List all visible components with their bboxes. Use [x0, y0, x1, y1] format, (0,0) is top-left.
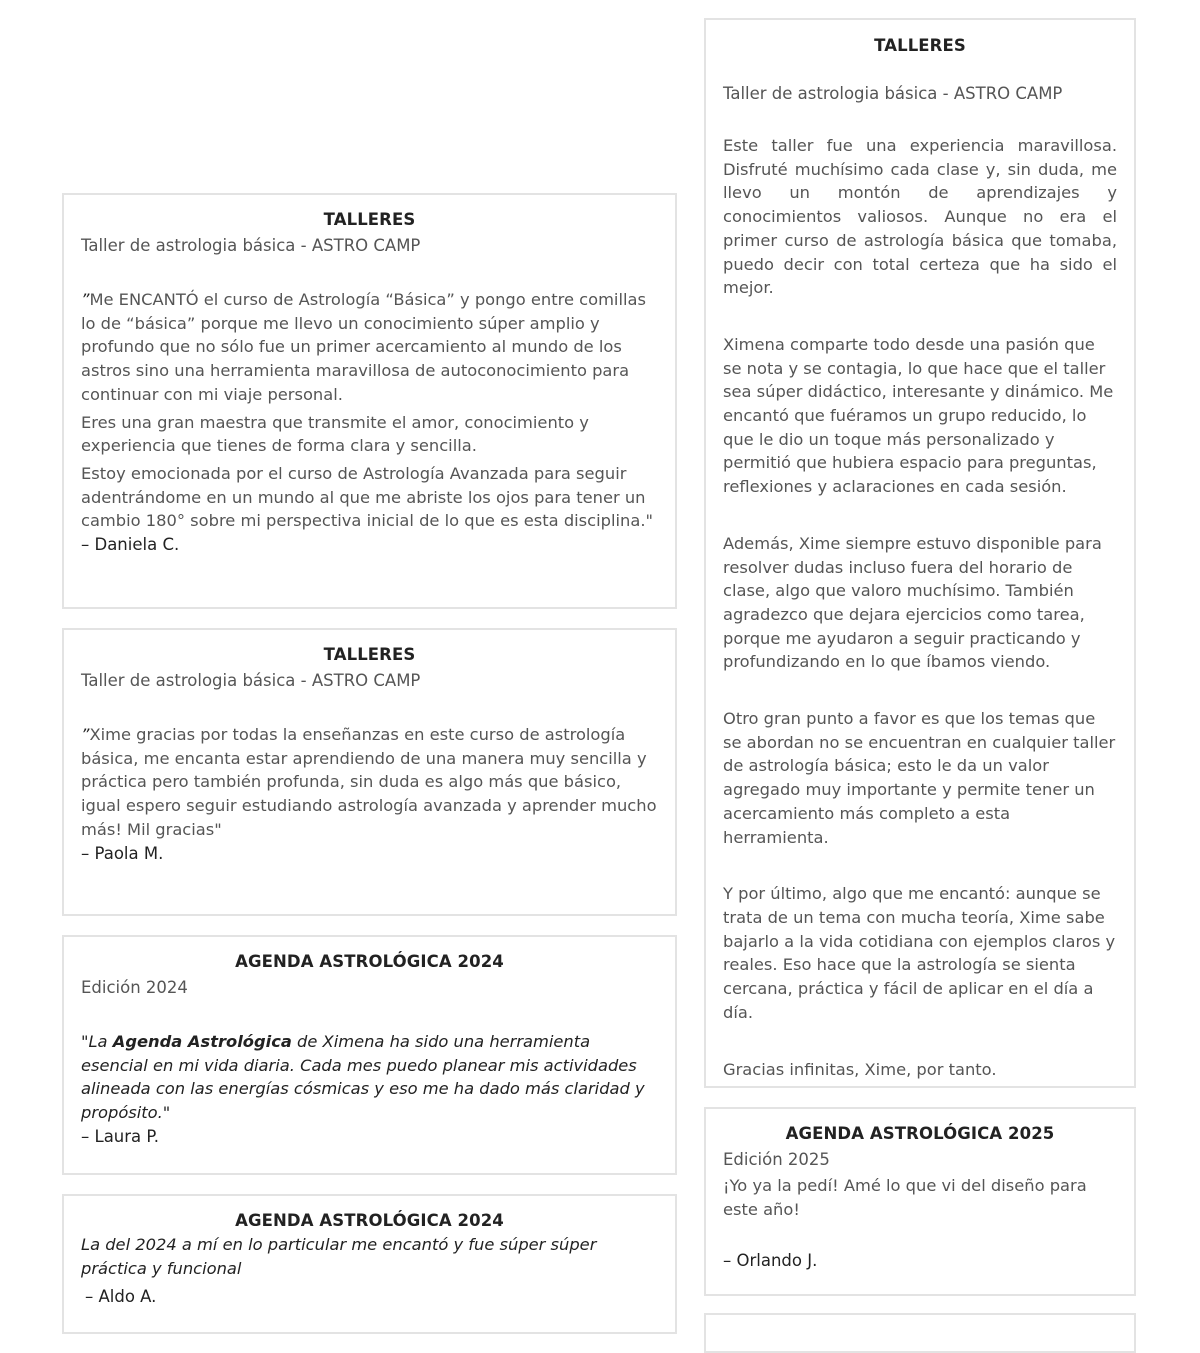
- testimonial-card-paola: [62, 628, 677, 916]
- open-quote: ”: [81, 725, 90, 744]
- testimonial-paragraph: Gracias infinitas, Xime, por tanto.: [723, 1059, 997, 1079]
- testimonial-author: – Daniela C.: [81, 535, 180, 555]
- testimonial-card-daniela: [62, 193, 677, 609]
- testimonial-paragraph: [81, 288, 658, 407]
- quote-bold: Agenda Astrológica: [112, 1032, 292, 1051]
- card-title: AGENDA ASTROLÓGICA 2024: [235, 952, 504, 971]
- testimonial-paragraph: [81, 723, 658, 842]
- testimonial-card-aldo: [62, 1194, 677, 1334]
- open-quote: ”: [81, 290, 90, 309]
- card-title: TALLERES: [323, 645, 416, 664]
- card-subtitle: Edición 2025: [723, 1150, 830, 1169]
- card-subtitle: Edición 2024: [81, 978, 188, 997]
- card-title: TALLERES: [874, 36, 966, 55]
- testimonial-card-laura: [62, 935, 677, 1175]
- testimonial-paragraph: Estoy emocionada por el curso de Astrología Avanzada para seguir adentrándome en un mundo al que me abriste los ojos para tener un cambio 180° sobre mi perspectiva inicial de lo que es esta disciplina.": [81, 463, 653, 531]
- testimonial-author: – Orlando J.: [723, 1251, 818, 1271]
- testimonial-paragraph: Otro gran punto a favor es que los temas que se abordan no se encuentran en cualquier taller de astrología básica; esto le da un valor agregado muy importante y permite tener un acercamiento más completo a esta herramienta.: [723, 709, 1116, 847]
- testimonial-author: – Laura P.: [81, 1126, 160, 1146]
- card-title: AGENDA ASTROLÓGICA 2024: [235, 1211, 504, 1230]
- testimonial-paragraph: [81, 1030, 658, 1125]
- testimonial-paragraph: Eres una gran maestra que transmite el amor, conocimiento y experiencia que tienes de forma clara y sencilla.: [81, 412, 589, 456]
- quote-rest: de Ximena ha sido una herramienta esencial en mi vida diaria. Cada mes puedo planear mis actividades alineada con las energías cósmicas y eso me ha dado más claridad y propósito.": [81, 1032, 645, 1123]
- testimonial-text: Xime gracias por todas la enseñanzas en este curso de astrología básica, me encanta estar aprendiendo de una manera muy sencilla y práctica pero también profunda, sin duda es algo más que básico, igual espero seguir estudiando astrología avanzada y aprender mucho más! Mil gracias": [81, 725, 657, 839]
- testimonial-paragraph: Además, Xime siempre estuvo disponible para resolver dudas incluso fuera del horario de clase, algo que valoro muchísimo. También agradezco que dejara ejercicios como tarea, porque me ayudaron a seguir practicando y profundizando en lo que íbamos viendo.: [723, 533, 1102, 672]
- testimonial-card-marina: [704, 18, 1136, 1088]
- testimonial-card-orlando: [704, 1107, 1136, 1296]
- testimonial-author: – Aldo A.: [85, 1287, 157, 1307]
- testimonial-author: – Paola M.: [81, 843, 164, 863]
- testimonial-card-partial: [704, 1313, 1136, 1353]
- testimonial-paragraph: Este taller fue una experiencia maravillosa. Disfruté muchísimo cada clase y, sin duda, me llevo un montón de aprendizajes y conocimientos valiosos. Aunque no era el primer curso de astrología básica que tomaba, puedo decir con total certeza que ha sido el mejor.: [723, 136, 1117, 298]
- testimonial-paragraph: La del 2024 a mí en lo particular me encantó y fue súper súper práctica y funcional: [81, 1235, 597, 1278]
- testimonial-text: Me ENCANTÓ el curso de Astrología “Básica” y pongo entre comillas lo de “básica” porque me llevo un conocimiento súper amplio y profundo que no sólo fue un primer acercamiento al mundo de los astros sino una herramienta maravillosa de autoconocimiento para continuar con mi viaje personal.: [81, 290, 646, 404]
- quote-start: "La: [81, 1032, 113, 1051]
- card-subtitle: Taller de astrologia básica - ASTRO CAMP: [723, 84, 1063, 103]
- testimonial-paragraph: Ximena comparte todo desde una pasión que se nota y se contagia, lo que hace que el taller sea súper didáctico, interesante y dinámico. Me encantó que fuéramos un grupo reducido, lo que le dio un toque más personalizado y permitió que hubiera espacio para preguntas, reflexiones y aclaraciones en cada sesión.: [723, 334, 1114, 497]
- card-title: AGENDA ASTROLÓGICA 2025: [785, 1124, 1055, 1143]
- testimonial-paragraph: ¡Yo ya la pedí! Amé lo que vi del diseño para este año!: [723, 1176, 1087, 1219]
- card-subtitle: Taller de astrologia básica - ASTRO CAMP: [81, 671, 421, 690]
- card-subtitle: Taller de astrologia básica - ASTRO CAMP: [81, 236, 421, 255]
- card-title: TALLERES: [323, 210, 416, 229]
- testimonial-paragraph: Y por último, algo que me encantó: aunque se trata de un tema con mucha teoría, Xime sabe bajarlo a la vida cotidiana con ejemplos claros y reales. Eso hace que la astrología se sienta cercana, práctica y fácil de aplicar en el día a día.: [723, 884, 1116, 1022]
